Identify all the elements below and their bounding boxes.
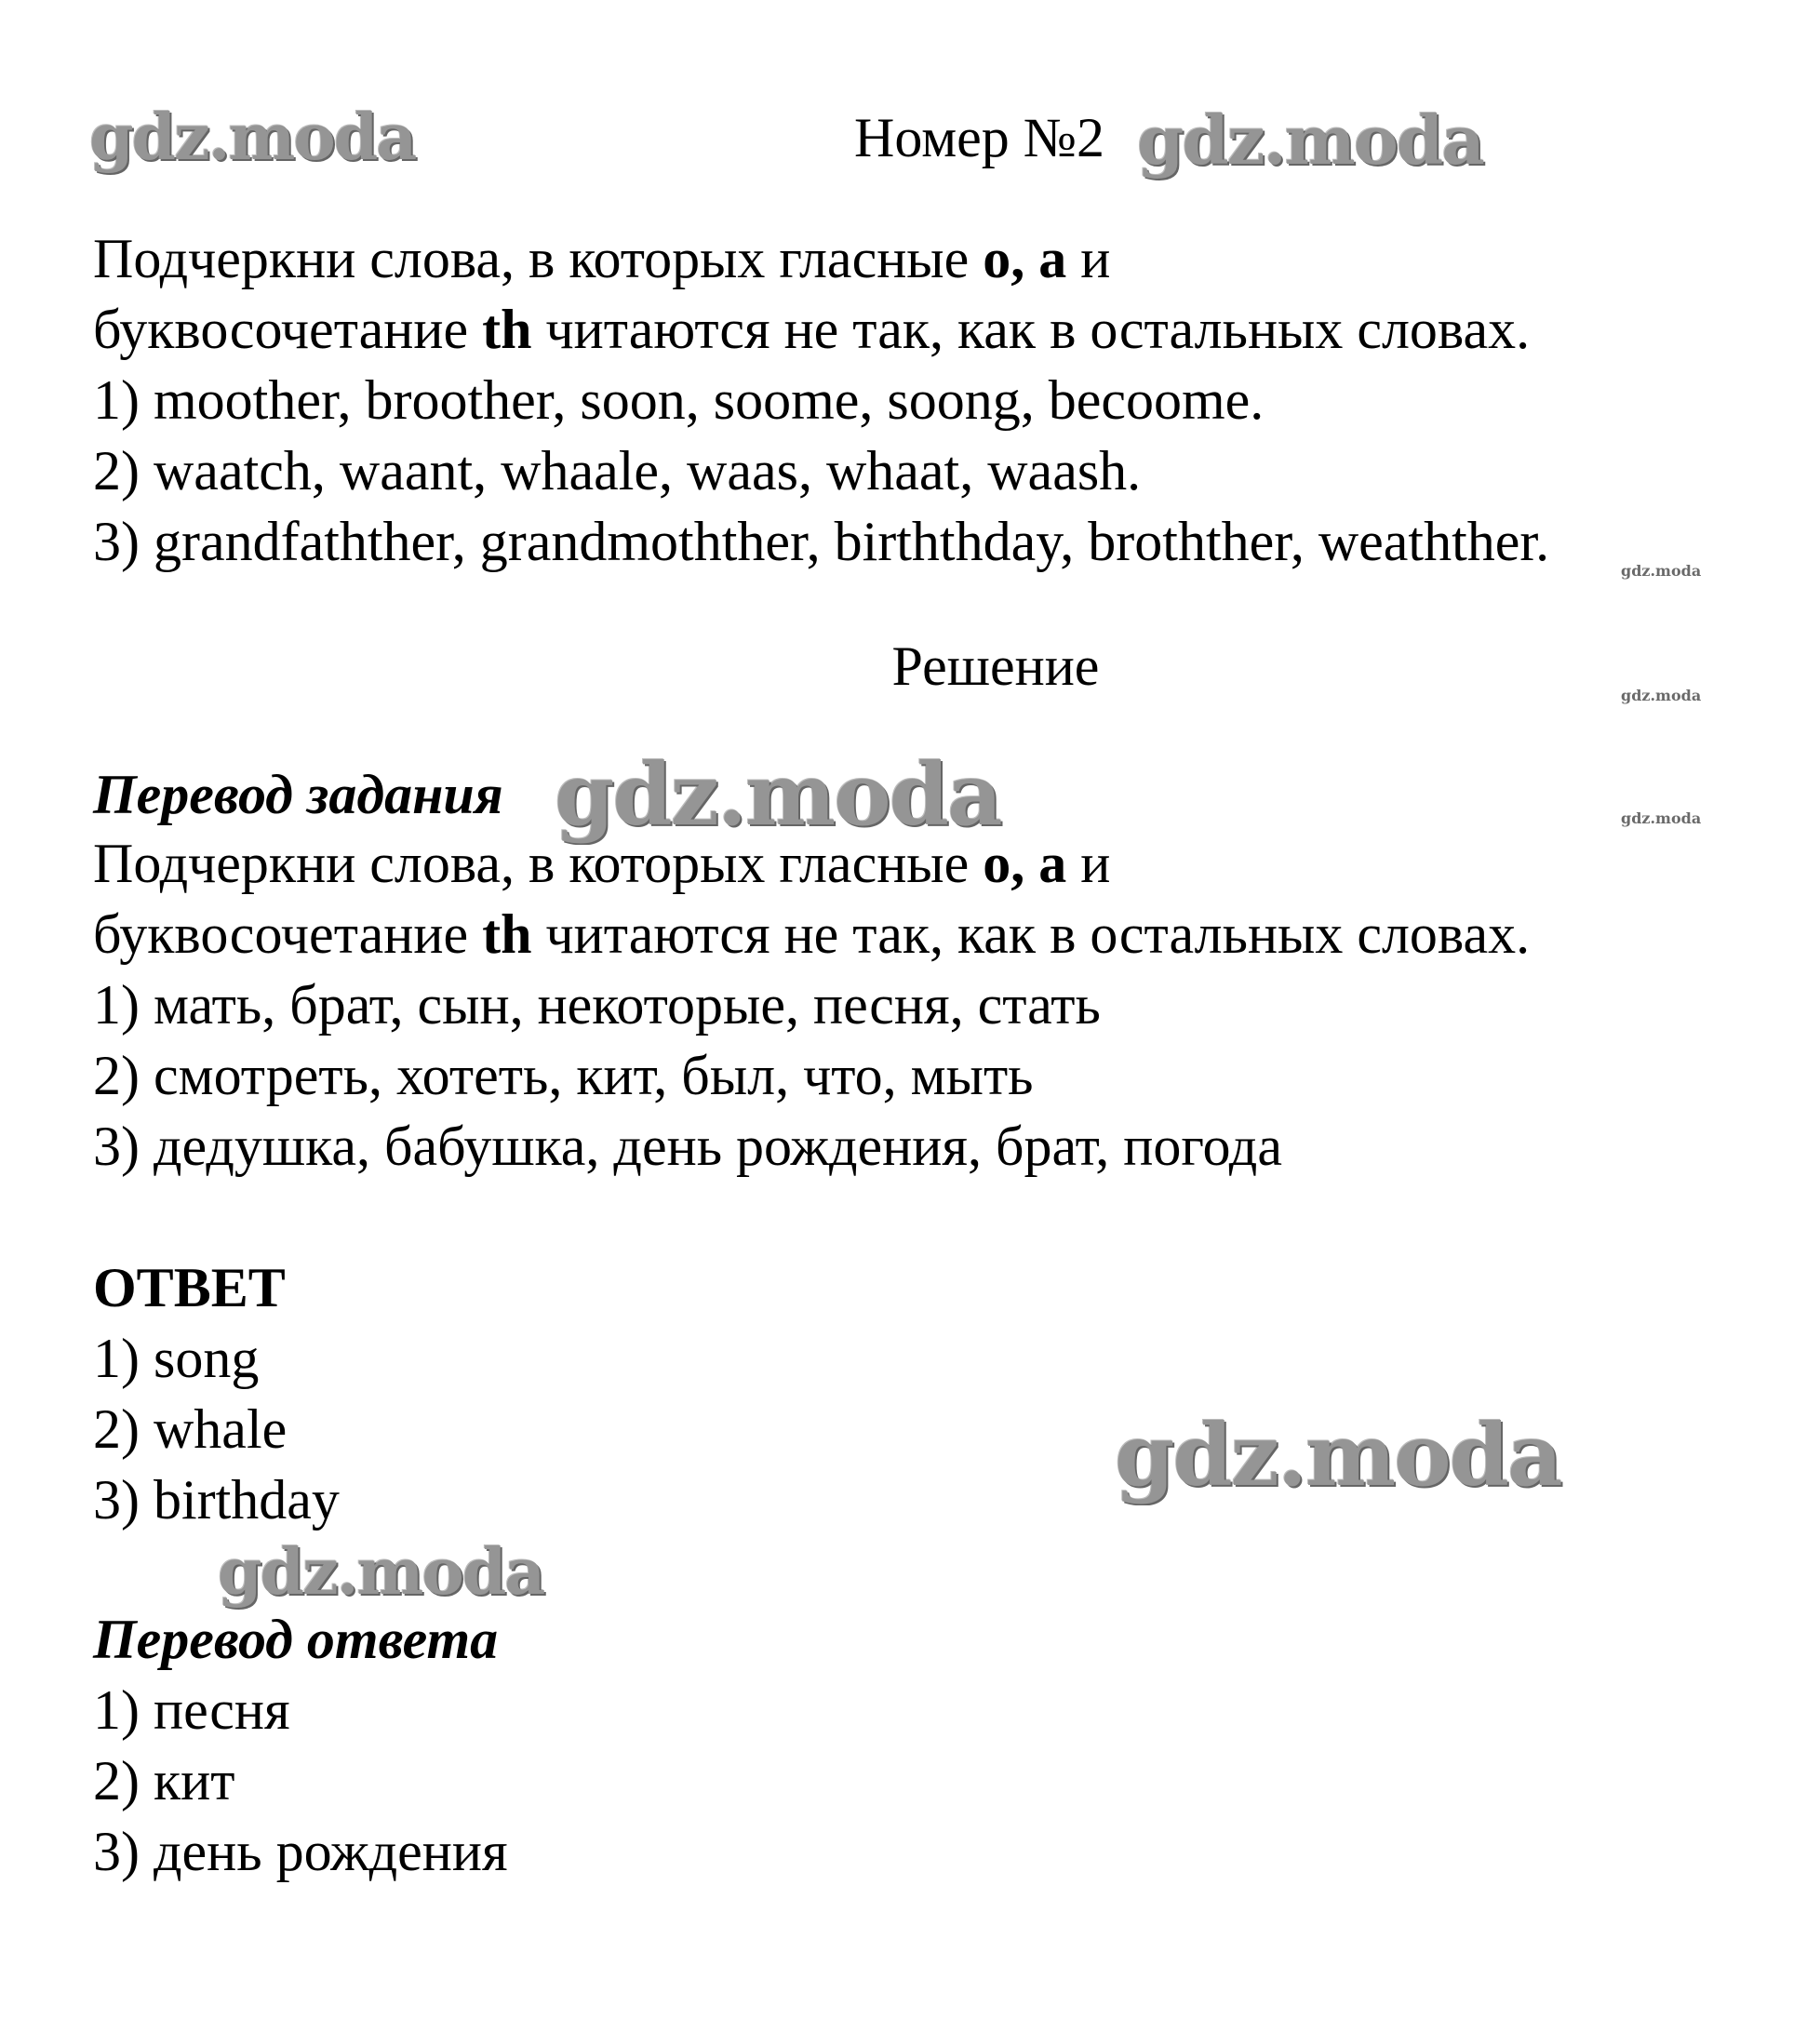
translation-line-1-pre: Подчеркни слова, в которых гласные <box>93 833 984 894</box>
task-item-3: 3) grandfathther, grandmothther, birththday, brothther, weathther. <box>93 511 1550 572</box>
translation-item-3: 3) дедушка, бабушка, день рождения, брат, погода <box>93 1116 1282 1177</box>
watermark-top-title: gdz.moda <box>1137 100 1483 180</box>
translation-line-1-post: и <box>1066 833 1111 894</box>
answer-item-2: 2) whale <box>93 1398 288 1460</box>
solution-heading: Решение <box>891 635 1100 697</box>
translation-line-2-pre: буквосочетание <box>93 903 483 965</box>
answer-translation-heading: Перевод ответа <box>93 1609 499 1670</box>
translation-line-2-bold: th <box>482 903 532 965</box>
watermark-top-left: gdz.moda <box>89 100 416 175</box>
task-item-1: 1) moother, broother, soon, soome, soong, becoome. <box>93 369 1265 431</box>
watermark-small-2: gdz.moda <box>1621 687 1702 704</box>
task-line-2-post: читаются не так, как в остальных словах. <box>531 299 1531 360</box>
task-line-1-bold: о, а <box>983 228 1067 289</box>
task-item-2: 2) waatch, waant, whaale, waas, whaat, waash. <box>93 440 1142 501</box>
translation-line-2 <box>93 899 1530 969</box>
task-line-2-bold: th <box>482 299 532 360</box>
translation-line-1 <box>93 828 1110 899</box>
translation-line-1-bold: о, а <box>983 833 1067 894</box>
task-line-1-post: и <box>1066 228 1111 289</box>
answer-translation-item-2: 2) кит <box>93 1750 235 1811</box>
translation-item-2: 2) смотреть, хотеть, кит, был, что, мыть <box>93 1045 1034 1106</box>
answer-item-1: 1) song <box>93 1328 260 1389</box>
task-line-1 <box>93 223 1110 294</box>
watermark-small-1: gdz.moda <box>1621 562 1702 580</box>
answer-translation-item-1: 1) песня <box>93 1679 290 1741</box>
task-line-1-pre: Подчеркни слова, в которых гласные <box>93 228 984 289</box>
task-line-2 <box>93 294 1530 365</box>
answer-translation-item-3: 3) день рождения <box>93 1821 508 1882</box>
answer-heading: ОТВЕТ <box>93 1257 286 1318</box>
answer-item-3: 3) birthday <box>93 1469 340 1531</box>
watermark-right: gdz.moda <box>1115 1405 1561 1505</box>
watermark-small-3: gdz.moda <box>1621 809 1702 827</box>
task-line-2-pre: буквосочетание <box>93 299 483 360</box>
translation-line-2-post: читаются не так, как в остальных словах. <box>531 903 1531 965</box>
translation-item-1: 1) мать, брат, сын, некоторые, песня, стать <box>93 974 1101 1036</box>
watermark-bottom-left: gdz.moda <box>218 1535 544 1610</box>
watermark-middle: gdz.moda <box>555 744 1001 845</box>
page-title: Номер №2 <box>854 107 1105 168</box>
translation-heading: Перевод задания <box>93 764 503 825</box>
